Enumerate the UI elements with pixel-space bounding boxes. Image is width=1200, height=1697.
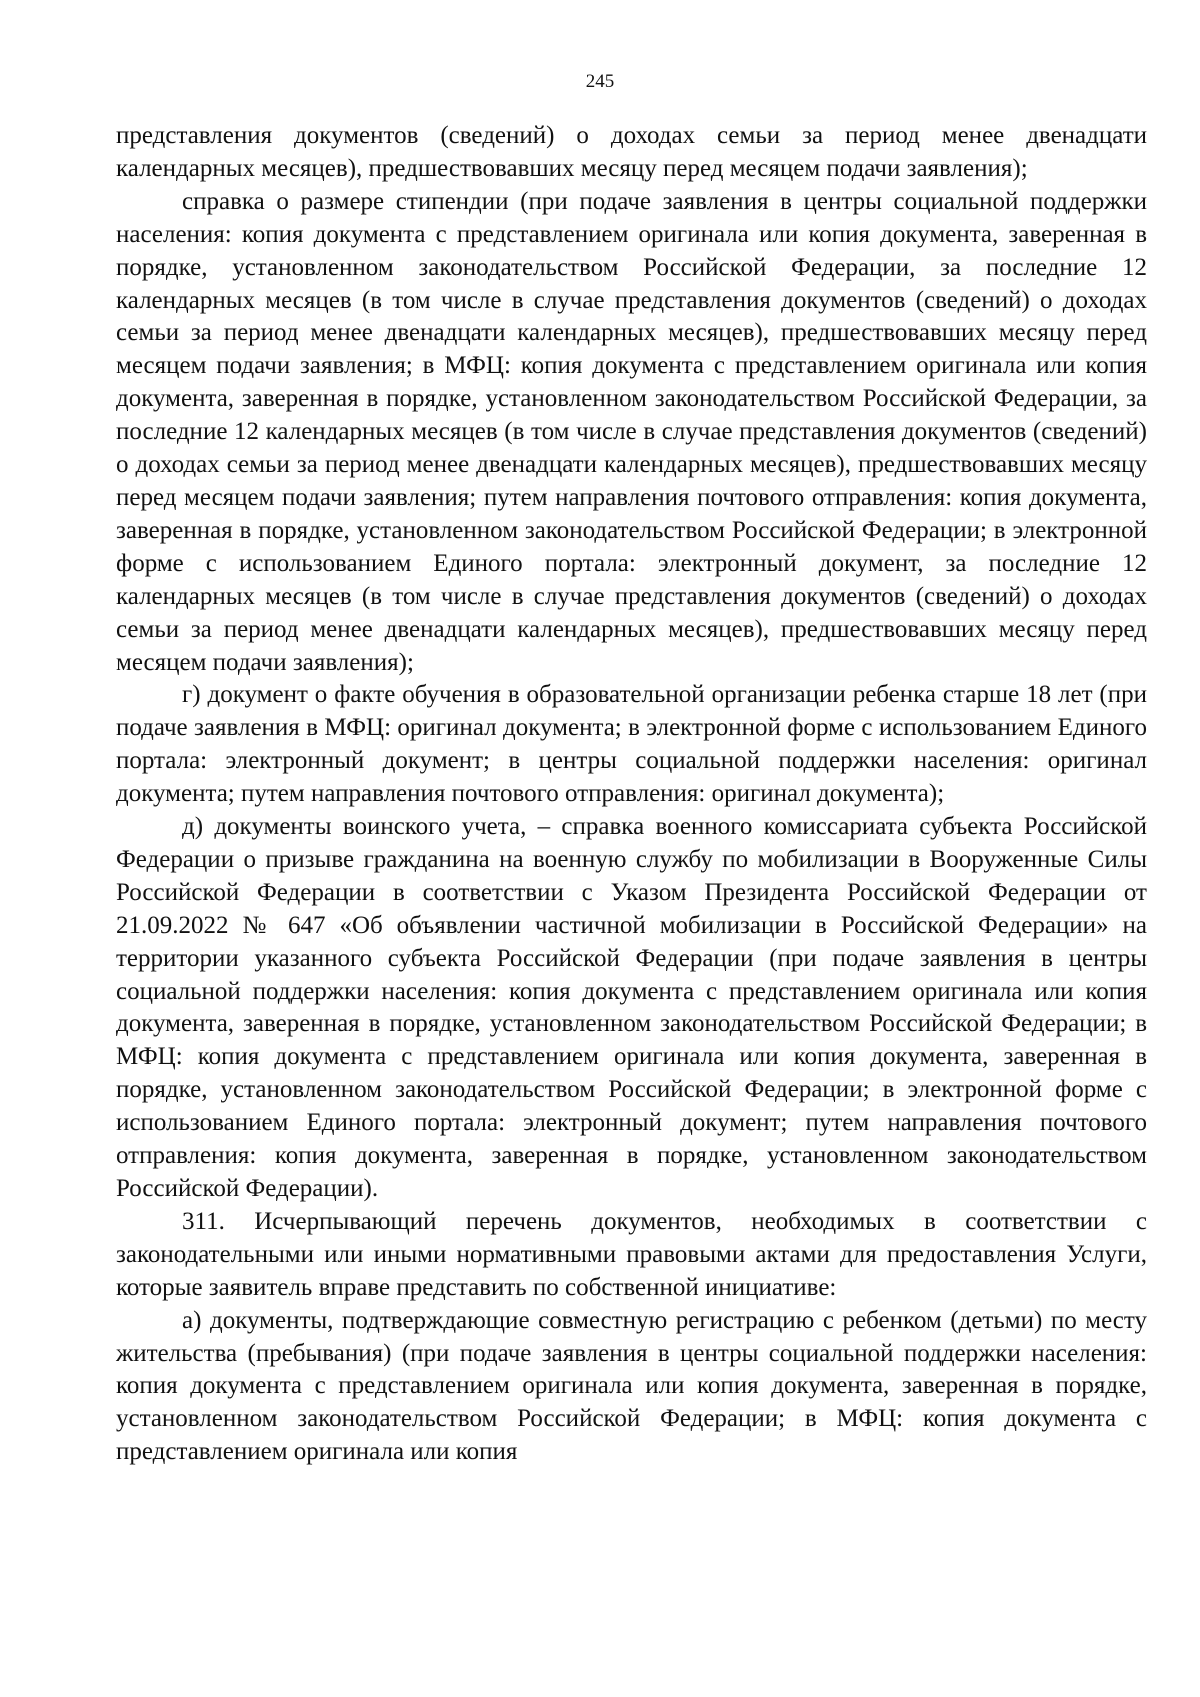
paragraph-stipend-certificate: справка о размере стипендии (при подаче заявления в центры социальной поддержки населения: копия документа с представлением оригинала или копия документа, заверенная в порядке, установленном законодательством Российской Федерации, за последние 12 календарных месяцев (в том числе в случае представления документов (сведений) о доходах семьи за период менее двенадцати календарных месяцев), предшествовавших месяцу перед месяцем подачи заявления; в МФЦ: копия документа с представлением оригинала или копия документа, заверенная в порядке, установленном законодательством Российской Федерации, за последние 12 календарных месяцев (в том числе в случае представления документов (сведений) о доходах семьи за период менее двенадцати календарных месяцев), предшествовавших месяцу перед месяцем подачи заявления; путем направления почтового отправления: копия документа, заверенная в порядке, установленном законодательством Российской Федерации; в электронной форме с использованием Единого портала: электронный документ, за последние 12 календарных месяцев (в том числе в случае представления документов (сведений) о доходах семьи за период менее двенадцати календарных месяцев), предшествовавших месяцу перед месяцем подачи заявления); xyxy=(116,187,1147,676)
paragraph-item-a: а) документы, подтверждающие совместную регистрацию с ребенком (детьми) по месту жительства (пребывания) (при подаче заявления в центры социальной поддержки населения: копия документа с представлением оригинала или копия документа, заверенная в порядке, установленном законодательством Российской Федерации; в МФЦ: копия документа с представлением оригинала или копия xyxy=(116,1306,1147,1466)
paragraph-continuation: представления документов (сведений) о доходах семьи за период менее двенадцати календарных месяцев), предшествовавших месяцу перед месяцем подачи заявления); xyxy=(116,122,1147,182)
page-number: 245 xyxy=(585,71,615,92)
paragraph-section-311: 311. Исчерпывающий перечень документов, необходимых в соответствии с законодательными или иными нормативными правовыми актами для предоставления Услуги, которые заявитель вправе представить по собственной инициативе: xyxy=(116,1207,1147,1301)
paragraph-item-g: г) документ о факте обучения в образовательной организации ребенка старше 18 лет (при подаче заявления в МФЦ: оригинал документа; в электронной форме с использованием Единого портала: электронный документ; в центры социальной поддержки населения: оригинал документа; путем направления почтового отправления: оригинал документа); xyxy=(116,681,1147,808)
document-body xyxy=(116,120,1147,1469)
paragraph-item-d: д) документы воинского учета, – справка военного комиссариата субъекта Российской Федерации о призыве гражданина на военную службу по мобилизации в Вооруженные Силы Российской Федерации в соответствии с Указом Президента Российской Федерации от 21.09.2022 № 647 «Об объявлении частичной мобилизации в Российской Федерации» на территории указанного субъекта Российской Федерации (при подаче заявления в центры социальной поддержки населения: копия документа с представлением оригинала или копия документа, заверенная в порядке, установленном законодательством Российской Федерации; в МФЦ: копия документа с представлением оригинала или копия документа, заверенная в порядке, установленном законодательством Российской Федерации; в электронной форме с использованием Единого портала: электронный документ; путем направления почтового отправления: копия документа, заверенная в порядке, установленном законодательством Российской Федерации). xyxy=(116,813,1147,1202)
